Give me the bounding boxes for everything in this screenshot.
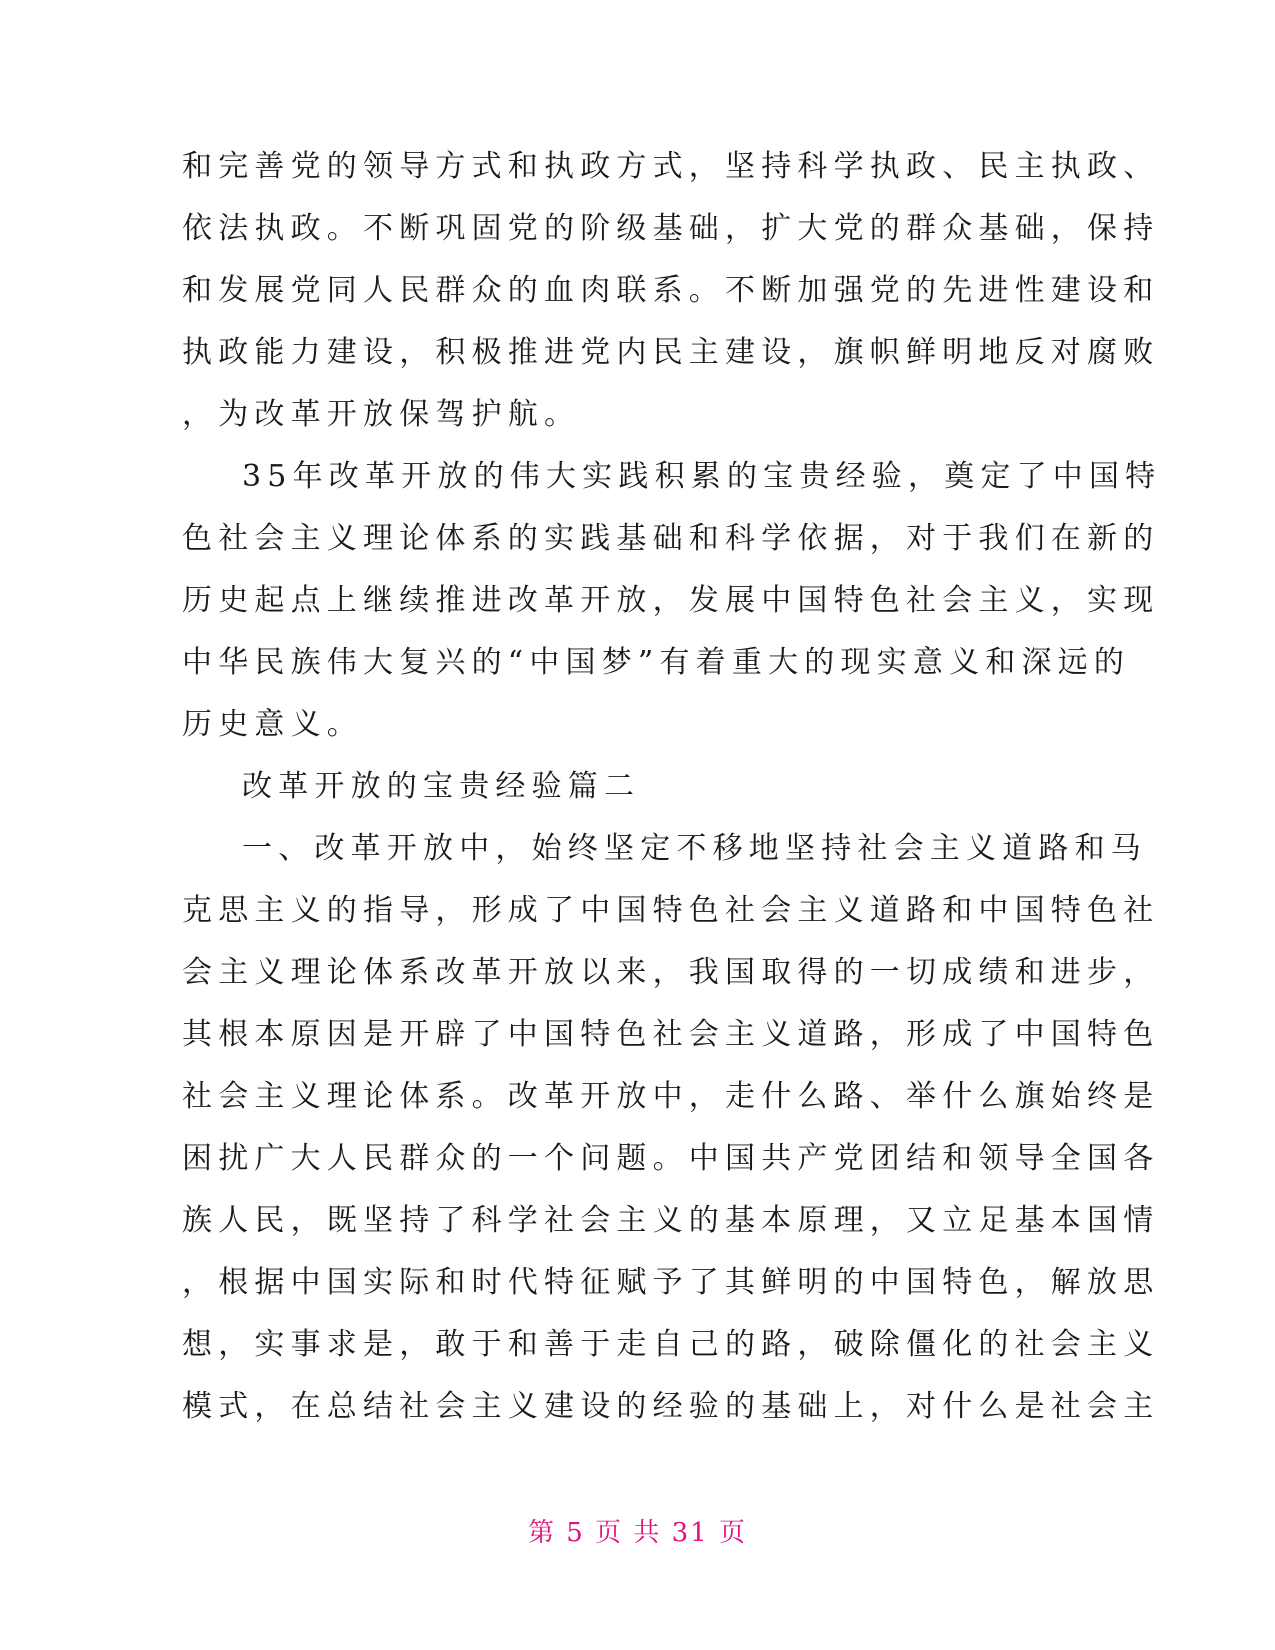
document-body: [182, 136, 1162, 1438]
text-line: 色社会主义理论体系的实践基础和科学依据，对于我们在新的: [182, 521, 1160, 556]
section-heading: 改革开放的宝贵经验篇二: [242, 769, 641, 804]
text-line: ，根据中国实际和时代特征赋予了其鲜明的中国特色，解放思: [182, 1265, 1160, 1300]
text-line: 35年改革开放的伟大实践积累的宝贵经验，奠定了中国特: [242, 459, 1162, 494]
text-line: 克思主义的指导，形成了中国特色社会主义道路和中国特色社: [182, 893, 1160, 928]
page-number-footer: 第 5 页 共 31 页: [528, 1518, 747, 1548]
text-line: 困扰广大人民群众的一个问题。中国共产党团结和领导全国各: [182, 1141, 1160, 1176]
text-line: ，为改革开放保驾护航。: [182, 397, 581, 432]
text-line: 执政能力建设，积极推进党内民主建设，旗帜鲜明地反对腐败: [182, 335, 1160, 370]
text-line: 模式，在总结社会主义建设的经验的基础上，对什么是社会主: [182, 1389, 1160, 1424]
text-line: 和完善党的领导方式和执政方式，坚持科学执政、民主执政、: [182, 149, 1160, 184]
text-line: 中华民族伟大复兴的“中国梦”有着重大的现实意义和深远的: [182, 645, 1131, 680]
text-line: 族人民，既坚持了科学社会主义的基本原理，又立足基本国情: [182, 1203, 1160, 1238]
text-line: 历史意义。: [182, 707, 363, 742]
text-line: 会主义理论体系改革开放以来，我国取得的一切成绩和进步，: [182, 955, 1160, 990]
text-line: 依法执政。不断巩固党的阶级基础，扩大党的群众基础，保持: [182, 211, 1160, 246]
text-line: 一、改革开放中，始终坚定不移地坚持社会主义道路和马: [242, 831, 1147, 866]
text-line: 想，实事求是，敢于和善于走自己的路，破除僵化的社会主义: [182, 1327, 1160, 1362]
text-line: 其根本原因是开辟了中国特色社会主义道路，形成了中国特色: [182, 1017, 1160, 1052]
text-line: 历史起点上继续推进改革开放，发展中国特色社会主义，实现: [182, 583, 1160, 618]
text-line: 和发展党同人民群众的血肉联系。不断加强党的先进性建设和: [182, 273, 1160, 308]
text-line: 社会主义理论体系。改革开放中，走什么路、举什么旗始终是: [182, 1079, 1160, 1114]
